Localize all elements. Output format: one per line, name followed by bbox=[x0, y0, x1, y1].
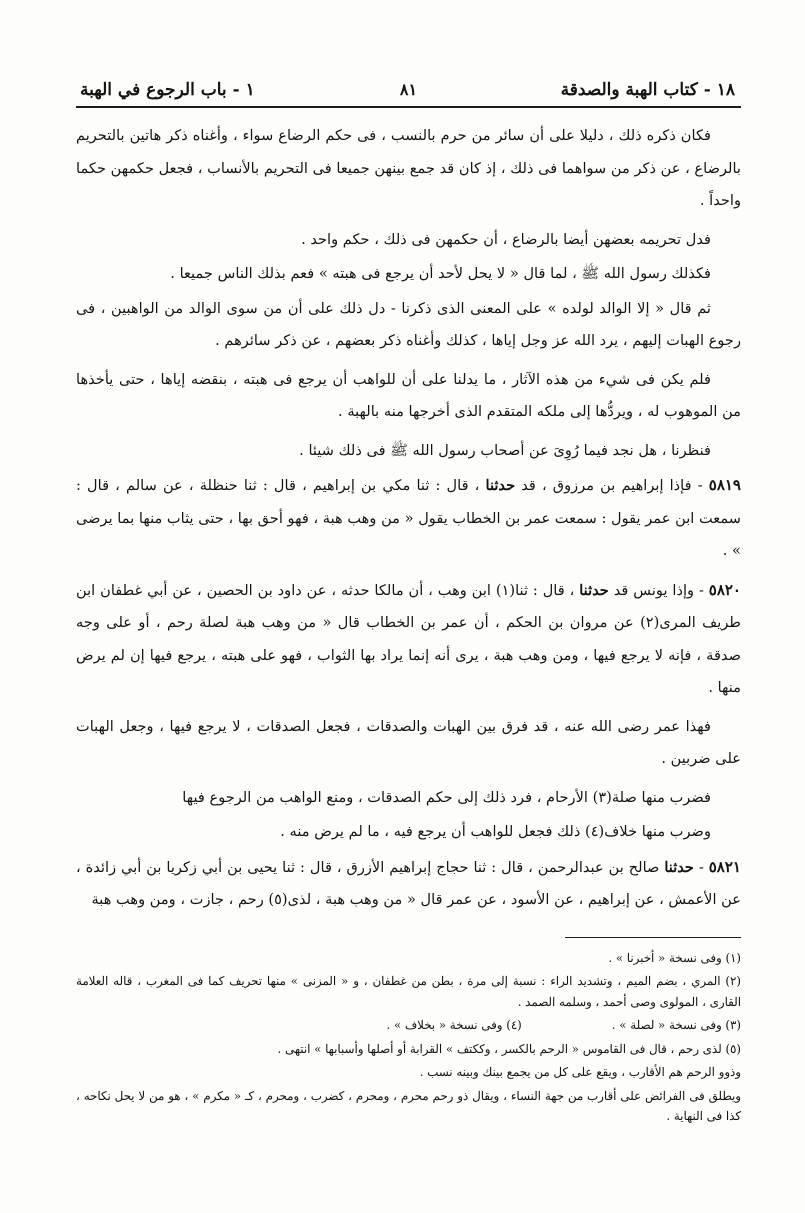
main-text bbox=[76, 120, 741, 917]
hadith-text: صالح بن عبدالرحمن ، قال : ثنا حجاج إبراهيم الأزرق ، قال : ثنا يحيى بن أبي زكريا بن أبي زائدة ، عن الأعمش ، عن إبراهيم ، عن الأسود ، عن عمر قال « من وهب هبة ، لذى(٥) رحم ، جازت ، ومن وهب هبة bbox=[76, 858, 741, 908]
paragraph: فنظرنا ، هل نجد فيما رُوِىَ عن أصحاب رسول الله ﷺ فى ذلك شيئا . bbox=[299, 441, 711, 459]
footnote-3: (٣) وفى نسخة « لصلة » . bbox=[611, 1018, 741, 1032]
hadith-number: ٥٨١٩ bbox=[708, 476, 741, 494]
footnote-5-cont: وذوو الرحم هم الأقارب ، ويقع على كل من يجمع بينك وبينه نسب . bbox=[419, 1065, 741, 1079]
hadith-5821 bbox=[76, 851, 741, 917]
haddathana-mark: حدثنا bbox=[485, 477, 516, 494]
hadith-5819 bbox=[76, 469, 741, 568]
footnote-divider bbox=[565, 937, 741, 938]
hadith-text: ، قال : ثنا(١) ابن وهب ، أن مالكا حدثه ، عن داود بن الحصين ، عن أبي غطفان ابن طريف المرى(٢) عن مروان بن الحكم ، أن عمر بن الخطاب قال « من وهب هبة لصلة رحم ، أو على وجه صدقة ، فإنه لا يرجع فيها ، ومن وهب هبة ، يرى أنه إنما يراد بها الثواب ، فهو على هبته ، يرجع فيها إن لم يرض منها . bbox=[76, 581, 741, 696]
paragraph: فضرب منها صلة(٣) الأرحام ، فرد ذلك إلى حكم الصدقات ، ومنع الواهب من الرجوع فيها bbox=[182, 788, 711, 806]
footnote-1: (١) وفى نسخة « أخبرنا » . bbox=[608, 950, 741, 965]
paragraph: فدل تحريمه بعضهن أيضا بالرضاع ، أن حكمهن فى ذلك ، حكم واحد . bbox=[301, 230, 711, 248]
page-number: ٨١ bbox=[399, 80, 418, 99]
hadith-text: ، قال : ثنا مكي بن إبراهيم ، قال : ثنا حنظلة ، عن سالم ، قال : سمعت ابن عمر يقول : سمعت عمر بن الخطاب يقول « من وهب هبة ، فهو أحق بها ، حتى يثاب منها بما يرضى » . bbox=[76, 477, 741, 559]
hadith-5820 bbox=[76, 574, 741, 705]
footnote-5: (٥) لذى رحم ، قال فى القاموس « الرحم بالكسر ، وككتف » القرابة أو أصلها وأسبابها » انتهى . bbox=[277, 1041, 741, 1056]
page-header bbox=[76, 66, 741, 108]
hadith-lead: - وإذا يونس قد bbox=[608, 581, 709, 599]
footnote-2: (٢) المري ، بضم الميم ، وتشديد الراء : نسبة إلى مرة ، بطن من غطفان ، و « المزنى » منها تحريف كما فى المغرب ، قاله العلامة القارى ، المولوى وصى أحمد ، وسلمه الصمد . bbox=[76, 974, 741, 1009]
paragraph: فكان ذكره ذلك ، دليلا على أن سائر من حرم بالنسب ، فى حكم الرضاع سواء ، وأغناه ذكر هاتين بالتحريم بالرضاع ، عن ذكر من سواهما فى ذلك ، إذ كان قد جمع بينهن جميعا فى التحريم بالأنساب ، فجعل حكمهن حكما واحداً . bbox=[76, 127, 741, 209]
footnote-5-cont: ويطلق فى الفرائض على أقارب من جهة النساء ، ويقال ذو رحم محرم ، ومحرم ، كضرب ، ومحرم ، كـ « مكرم » ، هو من لا يحل نكاحه ، كذا فى النهاية . bbox=[76, 1088, 741, 1123]
paragraph: ثم قال « إلا الوالد لولده » على المعنى الذى ذكرنا - دل ذلك على أن من سوى الوالد من الواهبين ، فى رجوع الهبات إليهم ، يرد الله عز وجل إياها ، كذلك وأغناه ذكر بعضهم ، عن ذكر سائرهم . bbox=[76, 299, 741, 349]
footnote-row bbox=[76, 1015, 741, 1036]
paragraph: وضرب منها خلاف(٤) ذلك فجعل للواهب أن يرجع فيه ، ما لم يرض منه . bbox=[280, 823, 711, 840]
paragraph: فكذلك رسول الله ﷺ ، لما قال « لا يحل لأحد أن يرجع فى هبته » فعم بذلك الناس جميعا . bbox=[170, 265, 711, 282]
hadith-lead: - فإذا إبراهيم بن مرزوق ، قد bbox=[515, 477, 709, 494]
haddathana-mark: حدثنا bbox=[664, 858, 694, 876]
paragraph: فهذا عمر رضى الله عنه ، قد فرق بين الهبات والصدقات ، فجعل الصدقات ، لا يرجع فيها ، وجعل الهبات على ضربين . bbox=[76, 717, 741, 767]
footnotes bbox=[76, 948, 741, 1127]
hadith-number: ٥٨٢١ bbox=[708, 857, 741, 876]
footnote-4: (٤) وفى نسخة « بخلاف » . bbox=[386, 1018, 522, 1032]
hadith-number: ٥٨٢٠ bbox=[708, 580, 741, 599]
chapter-title: ١٨ - كتاب الهبة والصدقة bbox=[560, 80, 735, 100]
paragraph: فلم يكن فى شيء من هذه الآثار ، ما يدلنا على أن للواهب أن يرجع فى هبته ، بنقضه إياها ، حتى يأخذها من الموهوب له ، ويردُّها إلى ملكه المتقدم الذى أخرجها منه بالهبة . bbox=[76, 370, 741, 420]
hadith-lead: - bbox=[693, 858, 709, 876]
haddathana-mark: حدثنا bbox=[579, 581, 609, 599]
section-title: ١ - باب الرجوع في الهبة bbox=[80, 80, 255, 100]
